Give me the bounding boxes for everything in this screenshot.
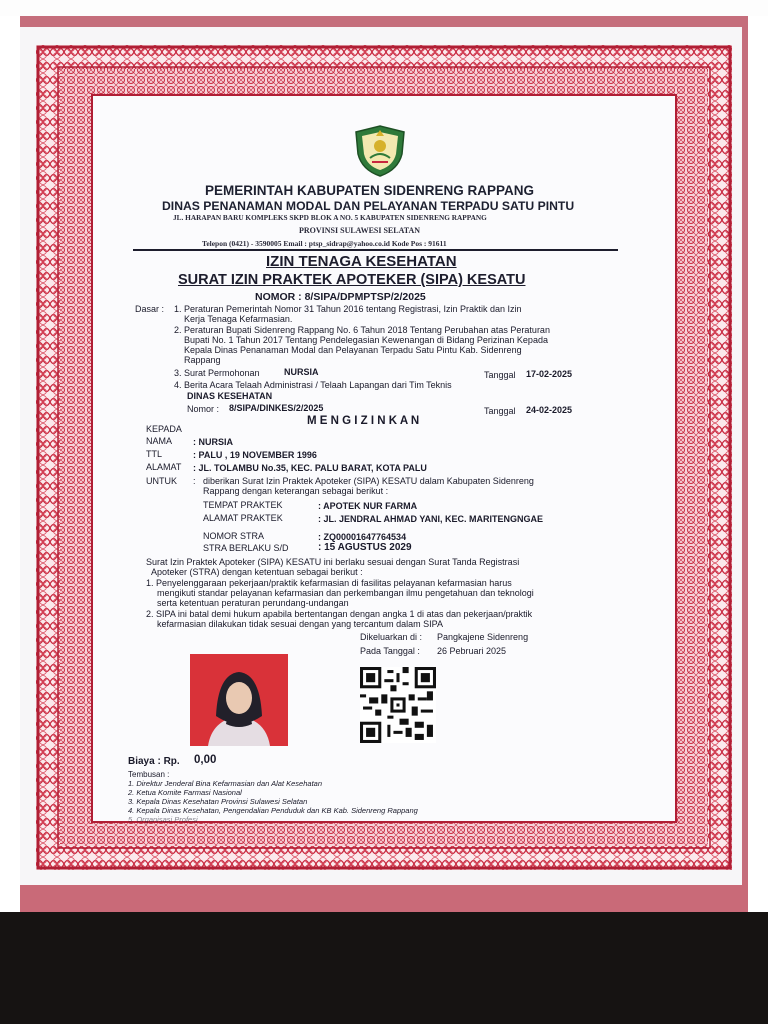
field-alamat-praktek-label: ALAMAT PRAKTEK	[203, 513, 283, 523]
dasar-item-3-date-label: Tanggal	[484, 370, 516, 380]
notes-item-1c: serta ketentuan peraturan perundang-undangan	[157, 598, 349, 608]
issued-date: 26 Pebruari 2025	[437, 646, 507, 656]
dasar-item-4-date: 24-02-2025	[526, 405, 573, 415]
field-untuk-text-b: Rappang dengan keterangan sebagai berikut :	[203, 486, 389, 496]
dasar-item-2b: Bupati No. 1 Tahun 2017 Tentang Pendelegasian Kewenangan di Bidang Perizinan Kepada	[184, 335, 548, 345]
background-top	[0, 0, 768, 16]
dasar-item-2a: 2. Peraturan Bupati Sidenreng Rappang No. 6 Tahun 2018 Tentang Perubahan atas Peraturan	[174, 325, 550, 335]
field-ttl-value: : PALU , 19 NOVEMBER 1996	[193, 450, 317, 460]
notes-intro-a: Surat Izin Praktek Apoteker (SIPA) KESATU ini berlaku sesuai dengan Surat Tanda Registrasi	[146, 557, 520, 567]
tembusan-item: 4. Kepala Dinas Kesehatan, Pengendalian Penduduk dan KB Kab. Sidenreng Rappang	[128, 806, 418, 815]
dasar-item-4-date-label: Tanggal	[484, 406, 516, 416]
issued-place-label: Dikeluarkan di :	[360, 632, 423, 642]
field-untuk-text-a: diberikan Surat Izin Praktek Apoteker (SIPA) KESATU dalam Kabupaten Sidenreng	[203, 476, 534, 486]
field-nama-value: : NURSIA	[193, 437, 233, 447]
field-tempat-label: TEMPAT PRAKTEK	[203, 500, 283, 510]
kepada-label: KEPADA	[146, 424, 182, 434]
tembusan-item: 5. Organisasi Profesi	[128, 815, 198, 824]
dasar-item-2d: Rappang	[184, 355, 221, 365]
issued-date-label: Pada Tanggal :	[360, 646, 420, 656]
header-province: PROVINSI SULAWESI SELATAN	[299, 226, 421, 235]
qr-code	[360, 667, 436, 743]
field-alamat-praktek-value: : JL. JENDRAL AHMAD YANI, KEC. MARITENGNGAE	[318, 514, 544, 524]
field-nomor-stra-label: NOMOR STRA	[203, 531, 265, 541]
notes-item-2a: 2. SIPA ini batal demi hukum apabila bertentangan dengan angka 1 di atas dan pekerjaan/praktik	[146, 609, 533, 619]
notes-item-1b: mengikuti standar pelayanan kefarmasian dan perkembangan ilmu pengetahuan dan teknologi	[157, 588, 534, 598]
header-divider	[133, 249, 618, 251]
dasar-item-3-date: 17-02-2025	[526, 369, 573, 379]
dasar-item-1a: 1. Peraturan Pemerintah Nomor 31 Tahun 2016 tentang Registrasi, Izin Praktik dan Izin	[174, 304, 522, 314]
field-nama-label: NAMA	[146, 436, 173, 446]
header-agency: DINAS PENANAMAN MODAL DAN PELAYANAN TERPADU SATU PINTU	[162, 199, 575, 213]
regency-coat-of-arms	[352, 124, 408, 178]
notes-item-2b: kefarmasian dilakukan tidak sesuai dengan yang tercantum dalam SIPA	[157, 619, 443, 629]
field-nomor-stra-value: : ZQ00001647764534	[318, 532, 407, 542]
background-floor	[0, 912, 768, 1024]
document-title: IZIN TENAGA KESEHATAN	[266, 253, 457, 270]
dasar-item-4a: 4. Berita Acara Telaah Administrasi / Telaah Lapangan dari Tim Teknis	[174, 380, 452, 390]
notes-intro-b: Apoteker (STRA) dengan ketentuan sebagai berikut :	[151, 567, 363, 577]
document-subtitle: SURAT IZIN PRAKTEK APOTEKER (SIPA) KESATU	[178, 272, 526, 288]
field-ttl-label: TTL	[146, 449, 163, 459]
biaya-value: 0,00	[194, 754, 217, 766]
dasar-item-2c: Kepala Dinas Penanaman Modal dan Pelayanan Terpadu Satu Pintu Kab. Sidenreng	[184, 345, 522, 355]
field-alamat-value: : JL. TOLAMBU No.35, KEC. PALU BARAT, KOTA PALU	[193, 463, 427, 473]
header-contact: Telepon (0421) - 3590005 Email : ptsp_sidrap@yahoo.co.id Kode Pos : 91611	[202, 239, 447, 248]
issued-place: Pangkajene Sidenreng	[437, 632, 529, 642]
field-untuk-colon: :	[193, 476, 196, 486]
header-government: PEMERINTAH KABUPATEN SIDENRENG RAPPANG	[205, 183, 535, 198]
dasar-item-4b: DINAS KESEHATAN	[187, 391, 273, 401]
biaya-label: Biaya : Rp.	[128, 756, 180, 767]
dasar-item-4-nomor: 8/SIPA/DINKES/2/2025	[229, 403, 324, 413]
dasar-label: Dasar :	[135, 304, 165, 314]
notes-item-1a: 1. Penyelenggaraan pekerjaan/praktik kefarmasian di fasilitas pelayanan kefarmasian harus	[146, 578, 512, 588]
mengizinkan-heading: M E N G I Z I N K A N	[307, 415, 420, 427]
dasar-item-1b: Kerja Tenaga Kefarmasian.	[184, 314, 293, 324]
tembusan-item: 2. Ketua Komite Farmasi Nasional	[128, 788, 242, 797]
dasar-item-3-name: NURSIA	[284, 367, 319, 377]
tembusan-item: 3. Kepala Dinas Kesehatan Provinsi Sulawesi Selatan	[128, 797, 308, 806]
field-stra-berlaku-label: STRA BERLAKU S/D	[203, 543, 289, 553]
field-untuk-label: UNTUK	[146, 476, 177, 486]
header-address: JL. HARAPAN BARU KOMPLEKS SKPD BLOK A NO. 5 KABUPATEN SIDENRENG RAPPANG	[173, 213, 487, 222]
dasar-item-4-nomor-label: Nomor :	[187, 404, 220, 414]
holder-photo	[190, 654, 288, 746]
dasar-item-3-label: 3. Surat Permohonan	[174, 368, 260, 378]
field-stra-berlaku-value: : 15 AGUSTUS 2029	[318, 542, 412, 553]
field-alamat-label: ALAMAT	[146, 462, 182, 472]
tembusan-label: Tembusan :	[128, 770, 170, 779]
field-tempat-value: : APOTEK NUR FARMA	[318, 501, 418, 511]
document-number: NOMOR : 8/SIPA/DPMPTSP/2/2025	[255, 291, 426, 303]
tembusan-item: 1. Direktur Jenderal Bina Kefarmasian dan Alat Kesehatan	[128, 779, 323, 788]
